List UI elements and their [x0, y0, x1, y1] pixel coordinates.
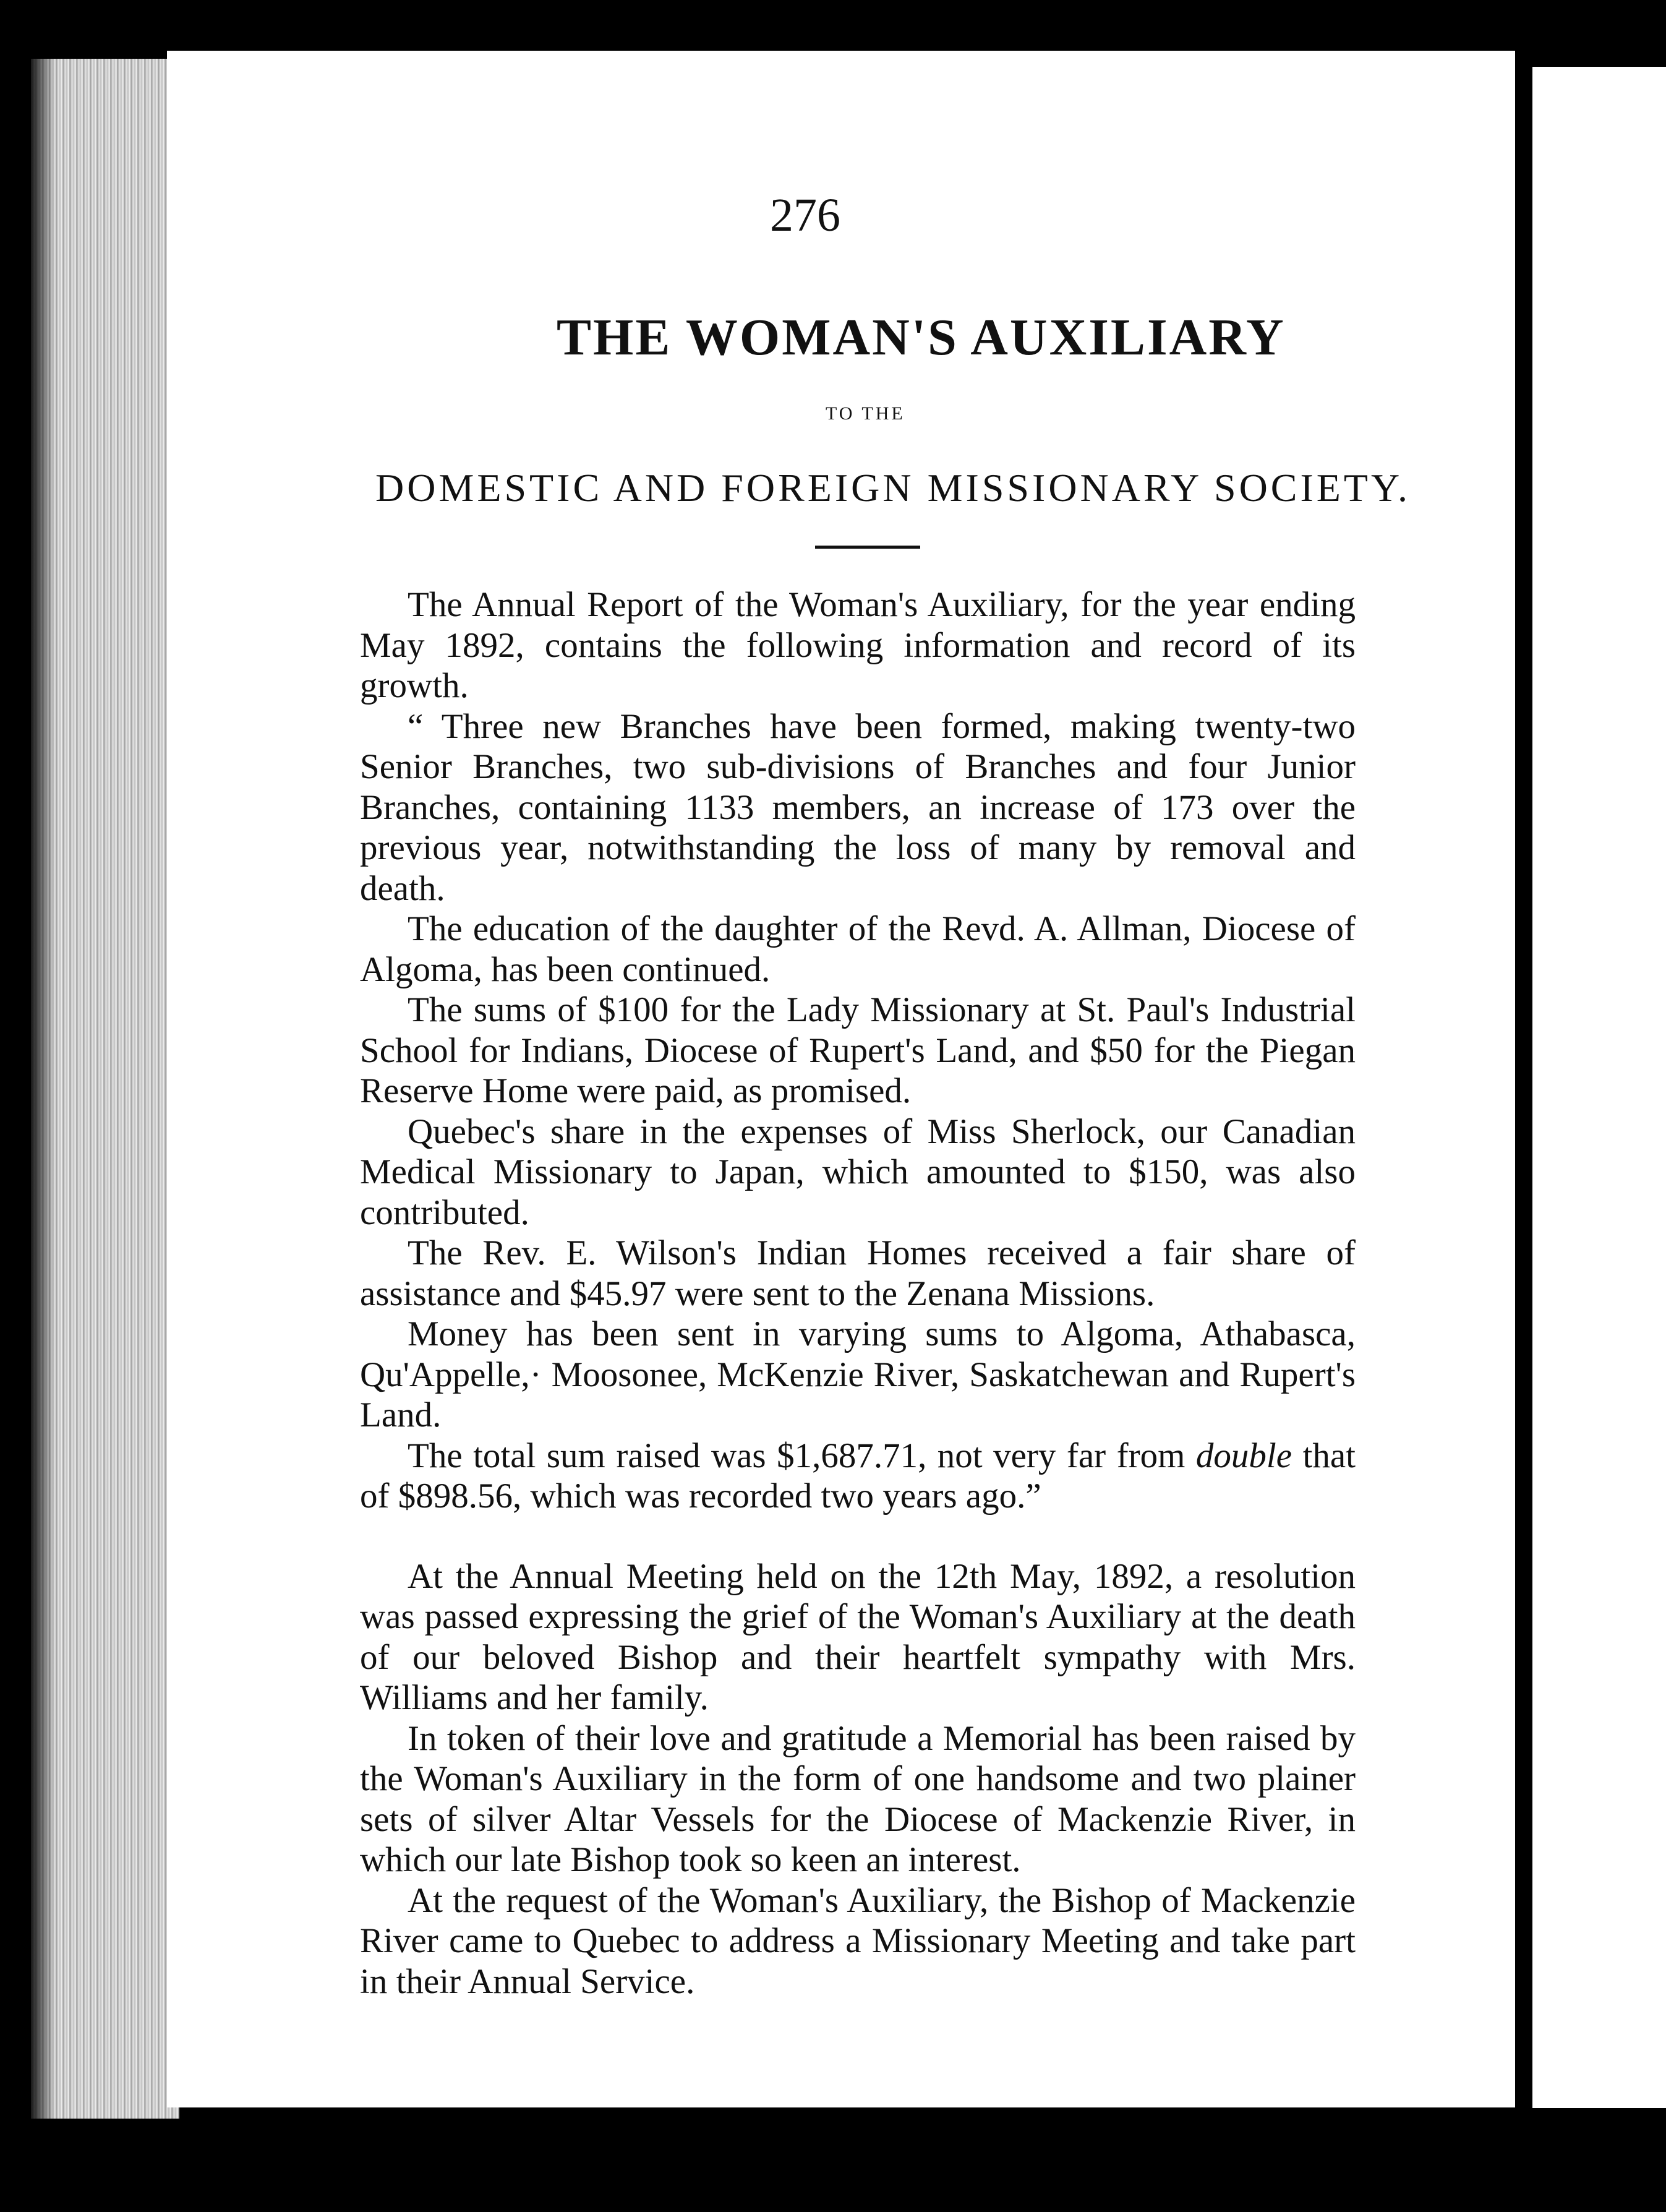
- page-title: THE WOMAN'S AUXILIARY: [557, 309, 1286, 366]
- total-sum-text-before: The total sum raised was $1,687.71, not very far from: [408, 1436, 1196, 1475]
- paragraph-total-sum: [360, 1436, 1356, 1517]
- facing-page-edge: [1532, 67, 1666, 2108]
- paragraph-memorial: In token of their love and gratitude a Memorial has been raised by the Woman's Auxiliary in the form of one handsome and two plainer sets of silver Altar Vessels for the Diocese of Mackenzie River, in which our late Bishop took so keen an interest.: [360, 1718, 1356, 1879]
- paragraph-education: The education of the daughter of the Revd. A. Allman, Diocese of Algoma, has been continued.: [360, 909, 1356, 989]
- paragraph-quebec-share: Quebec's share in the expenses of Miss Sherlock, our Canadian Medical Missionary to Japan, which amounted to $150, was also contributed.: [360, 1112, 1356, 1232]
- page-subtitle: DOMESTIC AND FOREIGN MISSIONARY SOCIETY.: [375, 466, 1411, 510]
- paragraph-bishop-visit: At the request of the Woman's Auxiliary, the Bishop of Mackenzie River came to Quebec to address a Missionary Meeting and take part in their Annual Service.: [360, 1880, 1356, 2001]
- paragraph-annual-report: The Annual Report of the Woman's Auxiliary, for the year ending May 1892, contains the following information and record of its growth.: [360, 585, 1356, 705]
- title-connector: TO THE: [826, 403, 905, 424]
- spine-shadow: [31, 59, 56, 2119]
- title-divider: [815, 546, 920, 549]
- paragraph-sums: The sums of $100 for the Lady Missionary at St. Paul's Industrial School for Indians, Diocese of Rupert's Land, and $50 for the Piegan Reserve Home were paid, as promised.: [360, 990, 1356, 1110]
- paragraph-annual-meeting: At the Annual Meeting held on the 12th May, 1892, a resolution was passed expressing the grief of the Woman's Auxiliary at the death of our beloved Bishop and their heartfelt sympathy with Mrs. Williams and her family.: [360, 1556, 1356, 1717]
- page-number: 276: [770, 189, 840, 241]
- emphasis-double: double: [1195, 1436, 1292, 1475]
- paragraph-indian-homes: The Rev. E. Wilson's Indian Homes received a fair share of assistance and $45.97 were sent to the Zenana Missions.: [360, 1233, 1356, 1313]
- paragraph-branches: “ Three new Branches have been formed, making twenty-two Senior Branches, two sub-divisions of Branches and four Junior Branches, containing 1133 members, an increase of 173 over the previous year, notwithstanding the loss of many by removal and death.: [360, 706, 1356, 908]
- total-sum-text-after: that of $898.56, which was recorded two years ago.”: [360, 1436, 1356, 1515]
- paragraph-money-sent: Money has been sent in varying sums to Algoma, Athabasca, Qu'Appelle,· Moosonee, McKenzie River, Saskatchewan and Rupert's Land.: [360, 1314, 1356, 1434]
- body-text: [360, 585, 1356, 2002]
